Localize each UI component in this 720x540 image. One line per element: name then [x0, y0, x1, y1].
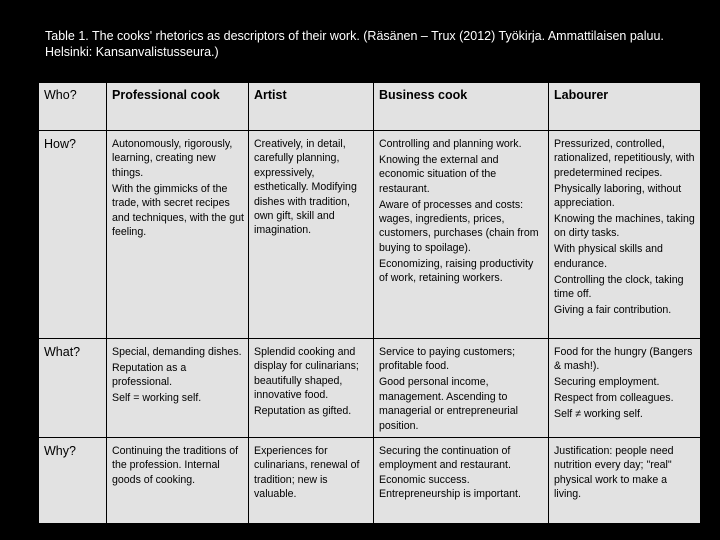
- cell-paragraph: Self ≠ working self.: [554, 408, 643, 421]
- table-header-row: [39, 83, 701, 131]
- cell-paragraph: Giving a fair contribution.: [554, 303, 672, 316]
- table-row-how: [39, 131, 701, 339]
- header-business-cook: Business cook: [374, 83, 549, 131]
- cell-paragraph: Reputation as a professional.: [112, 361, 187, 389]
- cell-artist: [249, 339, 374, 438]
- cell-paragraph: Continuing the traditions of the profession. Internal goods of cooking.: [112, 444, 239, 486]
- row-label: How?: [39, 131, 107, 339]
- row-label: Why?: [39, 437, 107, 523]
- cell-paragraph: Securing the continuation of employment and restaurant. Economic success. Entrepreneurship is important.: [379, 444, 521, 501]
- cell-professional-cook: [107, 339, 249, 438]
- cell-paragraph: Knowing the external and economic situation of the restaurant.: [379, 153, 499, 195]
- cell-paragraph: Self = working self.: [112, 392, 202, 405]
- cell-artist: [249, 437, 374, 523]
- cell-paragraph: Knowing the machines, taking on dirty tasks.: [554, 213, 695, 240]
- cell-business-cook: [374, 437, 549, 523]
- cell-paragraph: Autonomously, rigorously, learning, creating new things.: [112, 138, 233, 179]
- cell-paragraph: Justification: people need nutrition every day; "real" physical work to make a living.: [554, 444, 674, 501]
- cell-business-cook: [374, 131, 549, 339]
- cell-artist: [249, 131, 374, 339]
- cell-paragraph: With physical skills and endurance.: [554, 243, 663, 270]
- cell-paragraph: Creatively, in detail, carefully planning, expressively, esthetically. Modifying dishes with tradition, own gift, skill and imagination.: [254, 138, 357, 237]
- cell-paragraph: Economizing, raising productivity of work, retaining workers.: [379, 257, 534, 285]
- cell-paragraph: Aware of processes and costs: wages, ingredients, prices, customers, purchases (chain from buying to spoilage).: [379, 198, 539, 254]
- cell-paragraph: Respect from colleagues.: [554, 392, 674, 405]
- cell-paragraph: Controlling and planning work.: [379, 138, 522, 150]
- cell-paragraph: Controlling the clock, taking time off.: [554, 273, 684, 301]
- cell-labourer: [549, 437, 701, 523]
- cell-labourer: [549, 131, 701, 339]
- cell-paragraph: Pressurized, controlled, rationalized, repetitiously, with predetermined recipes.: [554, 138, 695, 179]
- cell-paragraph: With the gimmicks of the trade, with secret recipes and techniques, with the gut feeling.: [112, 182, 244, 238]
- cell-paragraph: Physically laboring, without appreciation.: [554, 182, 682, 210]
- cell-paragraph: Splendid cooking and display for culinarians; beautifully shaped, innovative food.: [254, 346, 359, 402]
- cell-professional-cook: [107, 131, 249, 339]
- cell-paragraph: Good personal income, management. Ascending to managerial or entrepreneurial position.: [379, 376, 518, 432]
- cell-paragraph: Food for the hungry (Bangers & mash!).: [554, 346, 693, 373]
- table-body: [39, 131, 701, 524]
- cell-professional-cook: [107, 437, 249, 523]
- table-row-why: [39, 437, 701, 523]
- header-who: Who?: [39, 83, 107, 131]
- rhetorics-table: [38, 82, 701, 524]
- table-caption: Table 1. The cooks' rhetorics as descriptors of their work. (Räsänen – Trux (2012) Työkirja. Ammattilaisen paluu. Helsinki: Kansanvalistusseura.): [45, 29, 664, 59]
- header-professional-cook: Professional cook: [107, 83, 249, 131]
- header-artist: Artist: [249, 83, 374, 131]
- header-labourer: Labourer: [549, 83, 701, 131]
- cell-paragraph: Service to paying customers; profitable food.: [379, 346, 516, 373]
- cell-business-cook: [374, 339, 549, 438]
- cell-paragraph: Experiences for culinarians, renewal of tradition; new is valuable.: [254, 444, 360, 501]
- table-row-what: [39, 339, 701, 438]
- cell-paragraph: Special, demanding dishes.: [112, 346, 242, 358]
- cell-labourer: [549, 339, 701, 438]
- cell-paragraph: Securing employment.: [554, 376, 660, 389]
- cell-paragraph: Reputation as gifted.: [254, 405, 352, 418]
- row-label: What?: [39, 339, 107, 438]
